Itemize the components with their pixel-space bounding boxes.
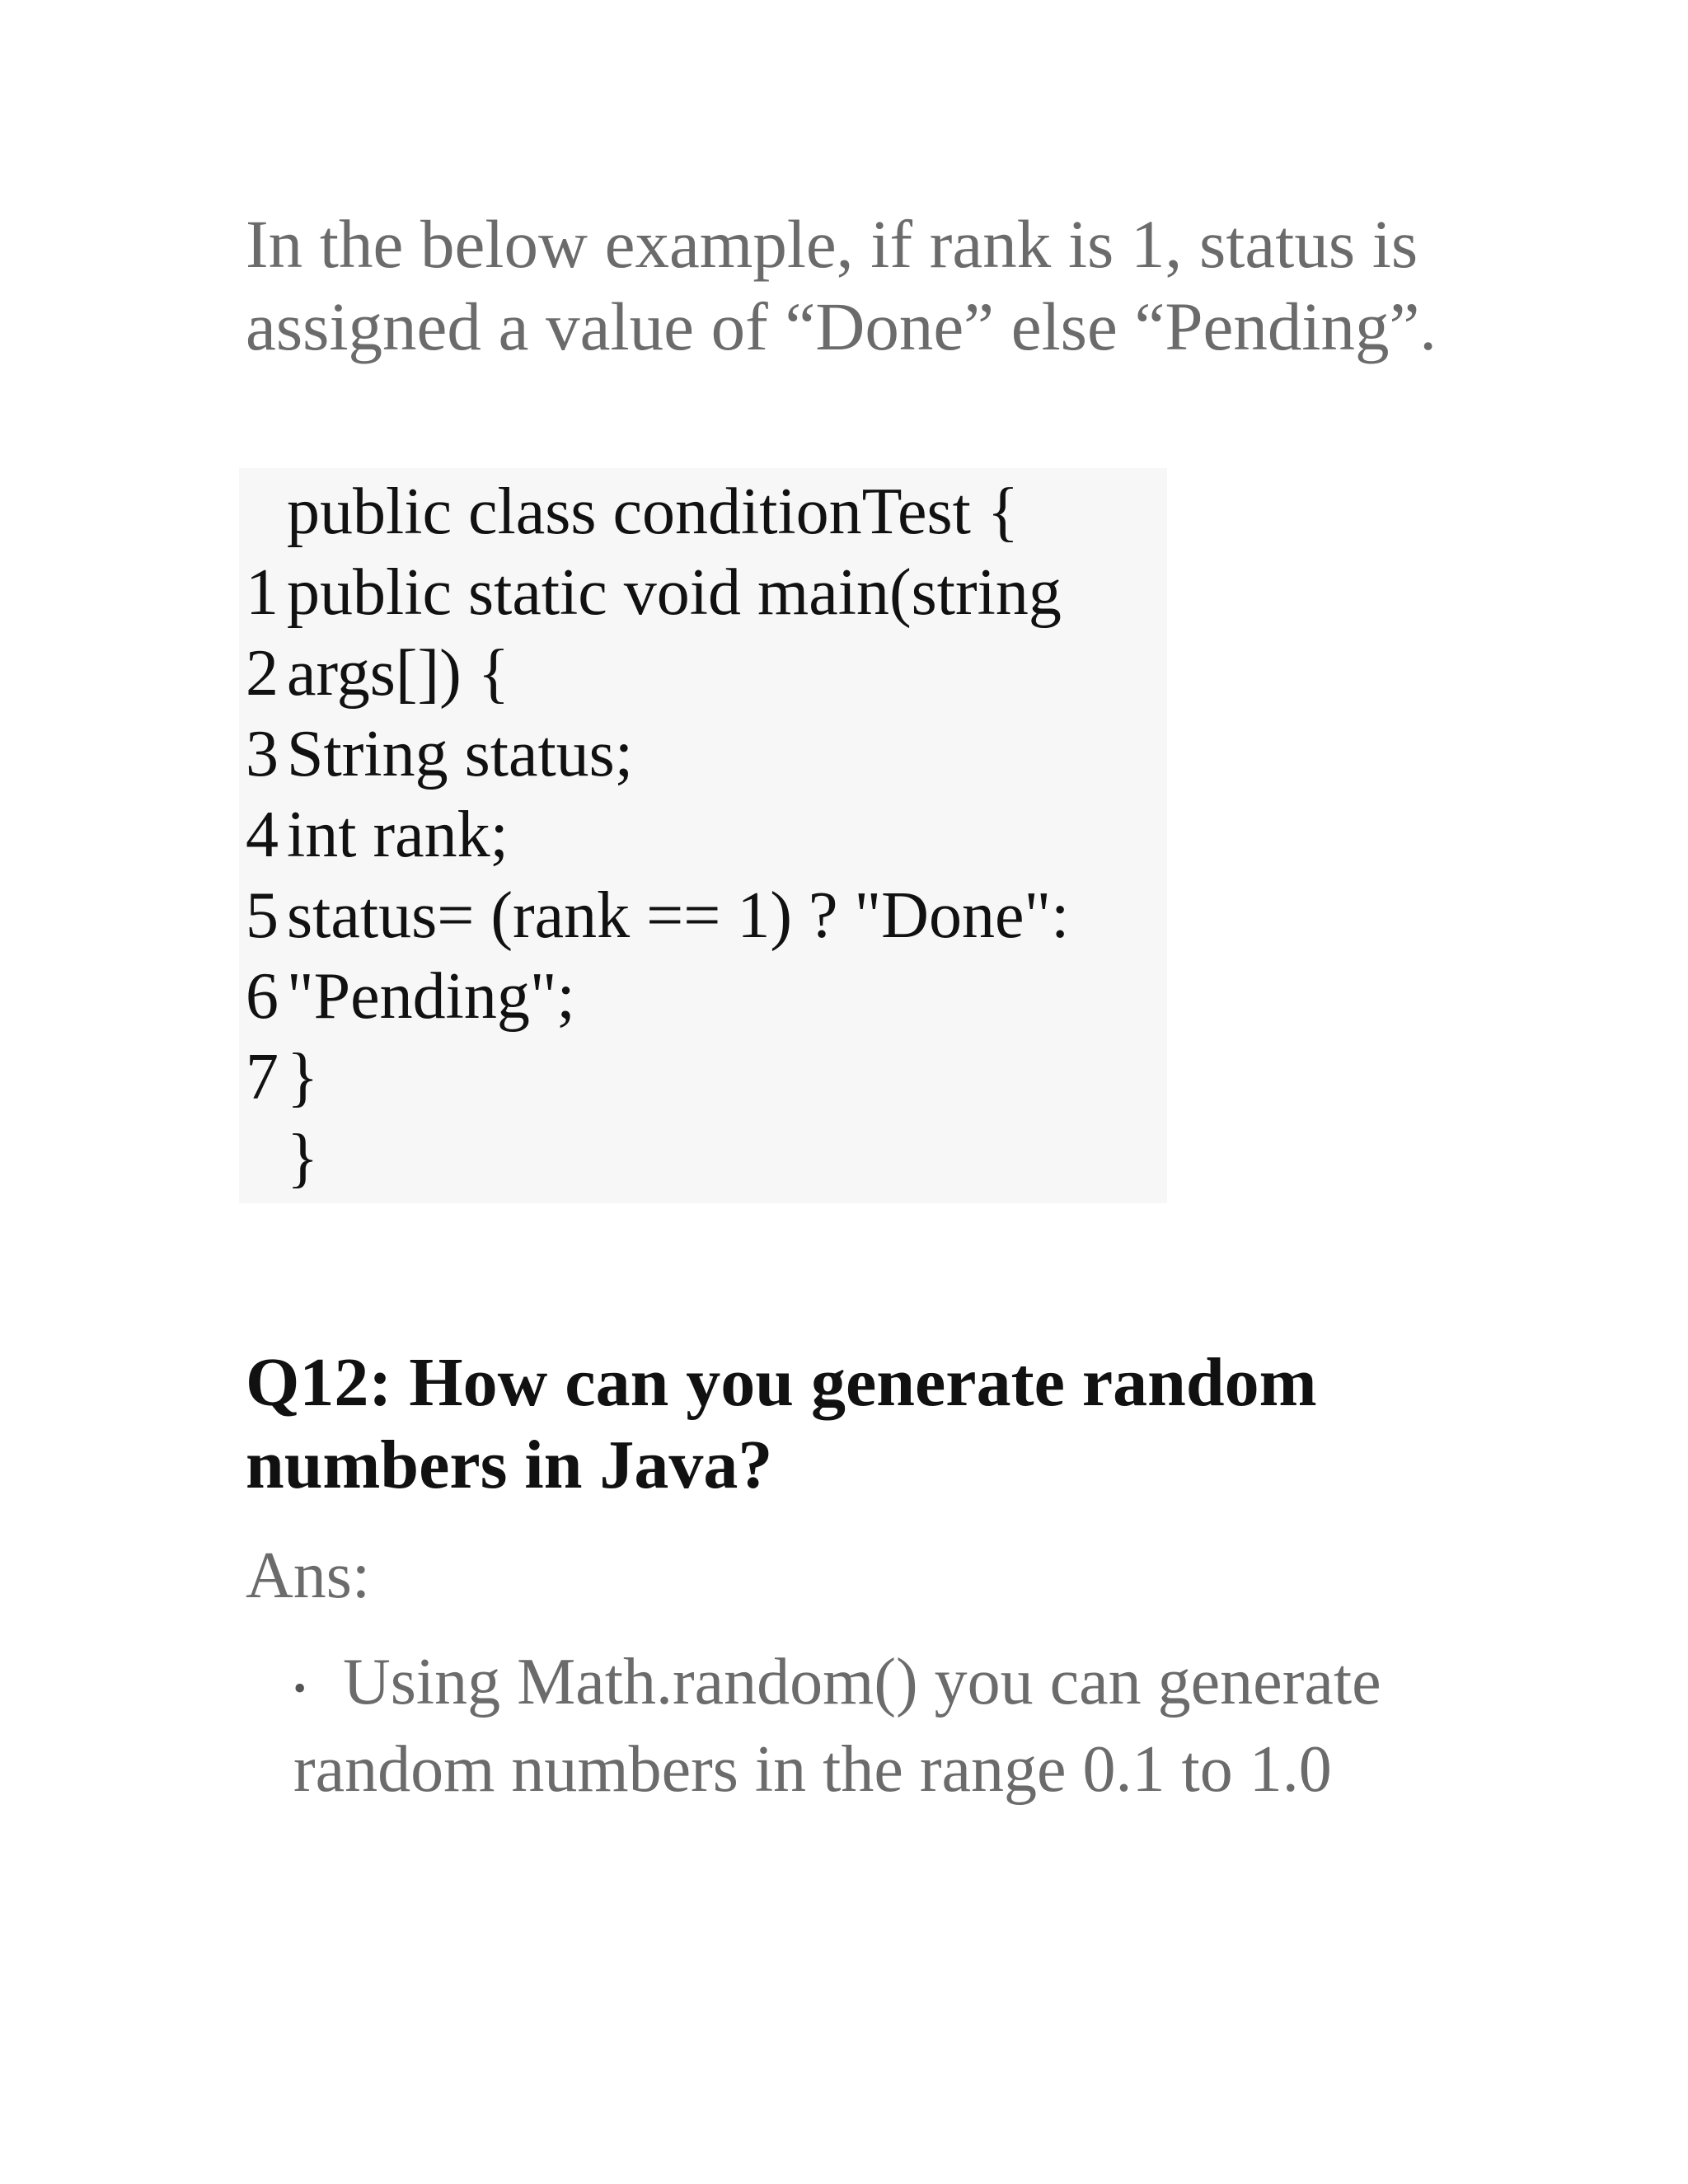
code-line <box>246 633 509 714</box>
bullet-icon: • <box>293 1667 307 1708</box>
line-number: 2 <box>246 637 279 710</box>
line-number: 5 <box>246 879 279 952</box>
code-text: } <box>287 1122 319 1194</box>
question-heading: Q12: How can you generate random numbers in Java? <box>246 1344 1317 1503</box>
code-text: String status; <box>287 718 634 790</box>
code-line <box>246 714 633 794</box>
code-line <box>246 471 1019 552</box>
code-text: args[]) { <box>287 637 510 710</box>
code-line <box>246 1037 318 1118</box>
line-number: 3 <box>246 718 279 790</box>
list-item <box>293 1642 1464 1810</box>
code-text: "Pending"; <box>287 960 575 1033</box>
line-number: 6 <box>246 960 279 1033</box>
code-line <box>246 956 575 1037</box>
code-text: } <box>287 1041 319 1113</box>
line-number: 1 <box>246 556 279 629</box>
bullet-text: Using Math.random() you can generate random numbers in the range 0.1 to 1.0 <box>293 1646 1381 1806</box>
code-text: status= (rank == 1) ? "Done": <box>287 879 1070 952</box>
answer-bullet-list <box>293 1642 1464 1810</box>
answer-label: Ans: <box>246 1540 371 1612</box>
code-line <box>246 1118 318 1198</box>
code-text: public class conditionTest { <box>287 476 1020 548</box>
code-text: public static void main(string <box>287 556 1062 629</box>
code-block <box>239 468 1167 1203</box>
code-line <box>246 794 509 875</box>
code-line <box>246 552 1062 633</box>
intro-paragraph: In the below example, if rank is 1, status is assigned a value of “Done” else “Pending”. <box>246 206 1437 364</box>
line-number: 7 <box>246 1041 279 1113</box>
line-number: 4 <box>246 799 279 871</box>
code-line <box>246 875 1069 956</box>
code-text: int rank; <box>287 799 509 871</box>
